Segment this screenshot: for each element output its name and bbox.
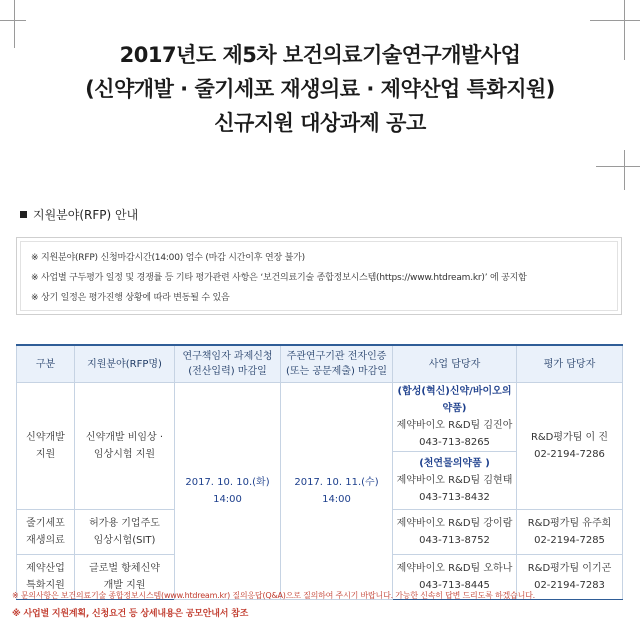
notice-box [16,237,622,315]
notice-line-1: ※ 지원분야(RFP) 신청마감시간(14:00) 엄수 (마감 시간이후 연장 불가) [31,253,305,263]
footnote-details: ※ 사업별 지원계획, 신청요건 등 상세내용은 공모안내서 참조 [12,609,249,619]
deadline-application-date: 2017. 10. 10.(화) [185,477,270,488]
row1-category: 신약개발 지원 [17,383,75,510]
deadline-application-cell [175,383,281,600]
notice-box-inner [20,241,618,311]
row3-eval-contact: R&D평가팀 이기곤 02-2194-7283 [517,555,623,600]
crop-mark-tr-h [590,20,640,21]
deadline-certification-date: 2017. 10. 11.(수) [294,477,379,488]
title-line-3: 신규지원 대상과제 공고 [214,111,426,135]
footnote-inquiry: ※ 문의사항은 보건의료기술 종합정보시스템(www.htdream.kr) 질의응답(Q&A)으로 질의하여 주시기 바랍니다. 가능한 신속히 답변 드리도록 하겠습니다. [12,591,535,600]
section-heading [20,206,138,223]
row2-field: 허가용 기업주도 임상시험(SIT) [75,510,175,555]
header-field: 지원분야(RFP명) [75,345,175,383]
header-business-contact: 사업 담당자 [393,345,517,383]
row1-field: 신약개발 비임상 · 임상시험 지원 [75,383,175,510]
row3-category: 제약산업 특화지원 [17,555,75,600]
crop-mark-mr-h [596,166,640,167]
deadline-certification-cell [281,383,393,600]
header-category: 구분 [17,345,75,383]
title-line-1: 2017년도 제5차 보건의료기술연구개발사업 [119,43,521,67]
rfp-table [16,344,623,600]
crop-mark-mr-v [624,150,625,190]
announcement-title [0,38,640,140]
row3-field: 글로벌 항체신약 개발 지원 [75,555,175,600]
row1-biz-contact-a: (합성(혁신)신약/바이오의약품) 제약바이오 R&D팀 김진아 043-713-8265 [393,383,517,452]
crop-mark-tl-h [0,20,26,21]
row2-eval-contact: R&D평가팀 유주희 02-2194-7285 [517,510,623,555]
row3-biz-contact: 제약바이오 R&D팀 오하나 043-713-8445 [393,555,517,600]
notice-line-3: ※ 상기 일정은 평가진행 상황에 따라 변동될 수 있음 [31,293,230,303]
section-heading-label: 지원분야(RFP) 안내 [33,208,139,222]
table-row [17,383,623,452]
row1-eval-contact: R&D평가팀 이 진 02-2194-7286 [517,383,623,510]
header-deadline-application: 연구책임자 과제신청 (전산입력) 마감일 [175,345,281,383]
header-eval-contact: 평가 담당자 [517,345,623,383]
title-line-2: (신약개발 · 줄기세포 재생의료 · 제약산업 특화지원) [85,77,555,101]
deadline-certification-time: 14:00 [322,494,351,505]
row1-biz-contact-b: (천연물의약품 ) 제약바이오 R&D팀 김현태 043-713-8432 [393,452,517,510]
notice-line-2: ※ 사업별 구두평가 일정 및 경쟁률 등 기타 평가관련 사항은 ‘보건의료기술 종합정보시스템(https://www.htdream.kr)’ 에 공지함 [31,273,527,283]
square-bullet-icon [20,211,27,218]
table-header-row [17,345,623,383]
row2-category: 줄기세포 재생의료 [17,510,75,555]
row2-biz-contact: 제약바이오 R&D팀 강이람 043-713-8752 [393,510,517,555]
header-deadline-certification: 주관연구기관 전자인증 (또는 공문제출) 마감일 [281,345,393,383]
deadline-application-time: 14:00 [213,494,242,505]
